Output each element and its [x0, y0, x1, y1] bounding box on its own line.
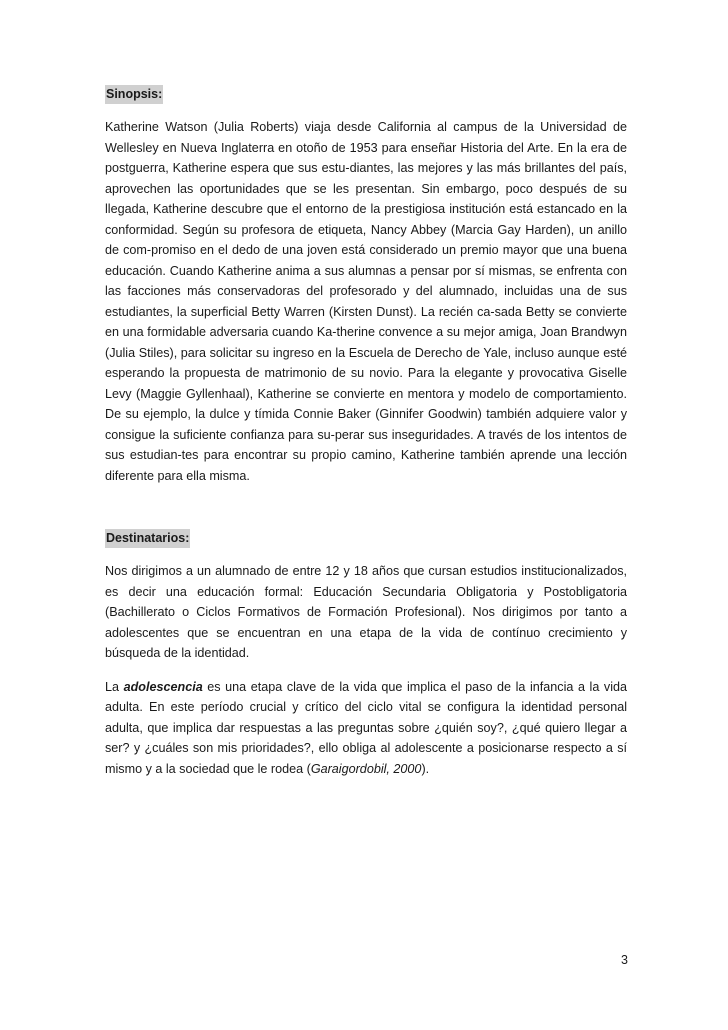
section-heading-sinopsis: Sinopsis:: [105, 85, 163, 104]
term-adolescencia-text: adolescencia: [123, 679, 203, 694]
term-adolescencia: [124, 680, 203, 694]
sinopsis-paragraph: Katherine Watson (Julia Roberts) viaja desde California al campus de la Universidad de Wellesley en Nueva Inglaterra en otoño de 1953 para enseñar Historia del Arte. En la era de postguerra, Katherine espera que sus estu-diantes, las mejores y las más brillantes del país, aprovechen las oportunidades que se les presentan. Sin embargo, poco después de su llegada, Katherine descubre que el entorno de la prestigiosa institución está estancado en la conformidad. Según su profesora de etiqueta, Nancy Abbey (Marcia Gay Harden), un anillo de com-promiso en el dedo de una joven está considerado un premio mayor que una buena educación. Cuando Katherine anima a sus alumnas a pensar por sí mismas, se enfrenta con las facciones más conservadoras del profesorado y del alumnado, incluidas una de sus estudiantes, la superficial Betty Warren (Kirsten Dunst). La recién ca-sada Betty se convierte en una formidable adversaria cuando Ka-therine convence a su mejor amiga, Joan Brandwyn (Julia Stiles), para solicitar su ingreso en la Escuela de Derecho de Yale, incluso aunque esté esperando la propuesta de matrimonio de su novio. Para la elegante y provocativa Giselle Levy (Maggie Gyllenhaal), Katherine se convierte en mentora y modelo de comportamiento. De su ejemplo, la dulce y tímida Connie Baker (Ginnifer Goodwin) también adquiere valor y consigue la suficiente confianza para su-perar sus inseguridades. A través de los intentos de sus estudian-tes para encontrar su propio camino, Katherine también aprende una lección diferente para ella misma.: [105, 120, 627, 483]
section-heading-destinatarios: Destinatarios:: [105, 529, 190, 548]
paragraph-body-text: es una etapa clave de la vida que implica el paso de la infancia a la vida adulta. En este período crucial y crítico del ciclo vital se configura la identidad personal adulta, que implica dar respuestas a las preguntas sobre ¿quién soy?, ¿qué quiero llegar a ser? y ¿cuáles son mis prioridades?, ello obliga al adolescente a posicionarse respecto a sí mismo y a la sociedad que le rodea (: [105, 679, 628, 776]
page-number: 3: [621, 953, 628, 967]
destinatarios-paragraph-2: [105, 677, 627, 780]
page-content: [105, 84, 627, 779]
citation: Garaigordobil, 2000: [310, 761, 422, 776]
destinatarios-paragraph-1: Nos dirigimos a un alumnado de entre 12 y 18 años que cursan estudios institucionalizados, es decir una educación formal: Educación Secundaria Obligatoria y Postobligatoria (Bachillerato o Ciclos Formativos de Formación Profesional). Nos dirigimos por tanto a adolescentes que se encuentran en una etapa de la vida de contínuo crecimiento y búsqueda de la identidad.: [105, 564, 627, 660]
paragraph-lead-text: La: [105, 679, 124, 694]
paragraph-tail-text: ).: [421, 761, 430, 776]
